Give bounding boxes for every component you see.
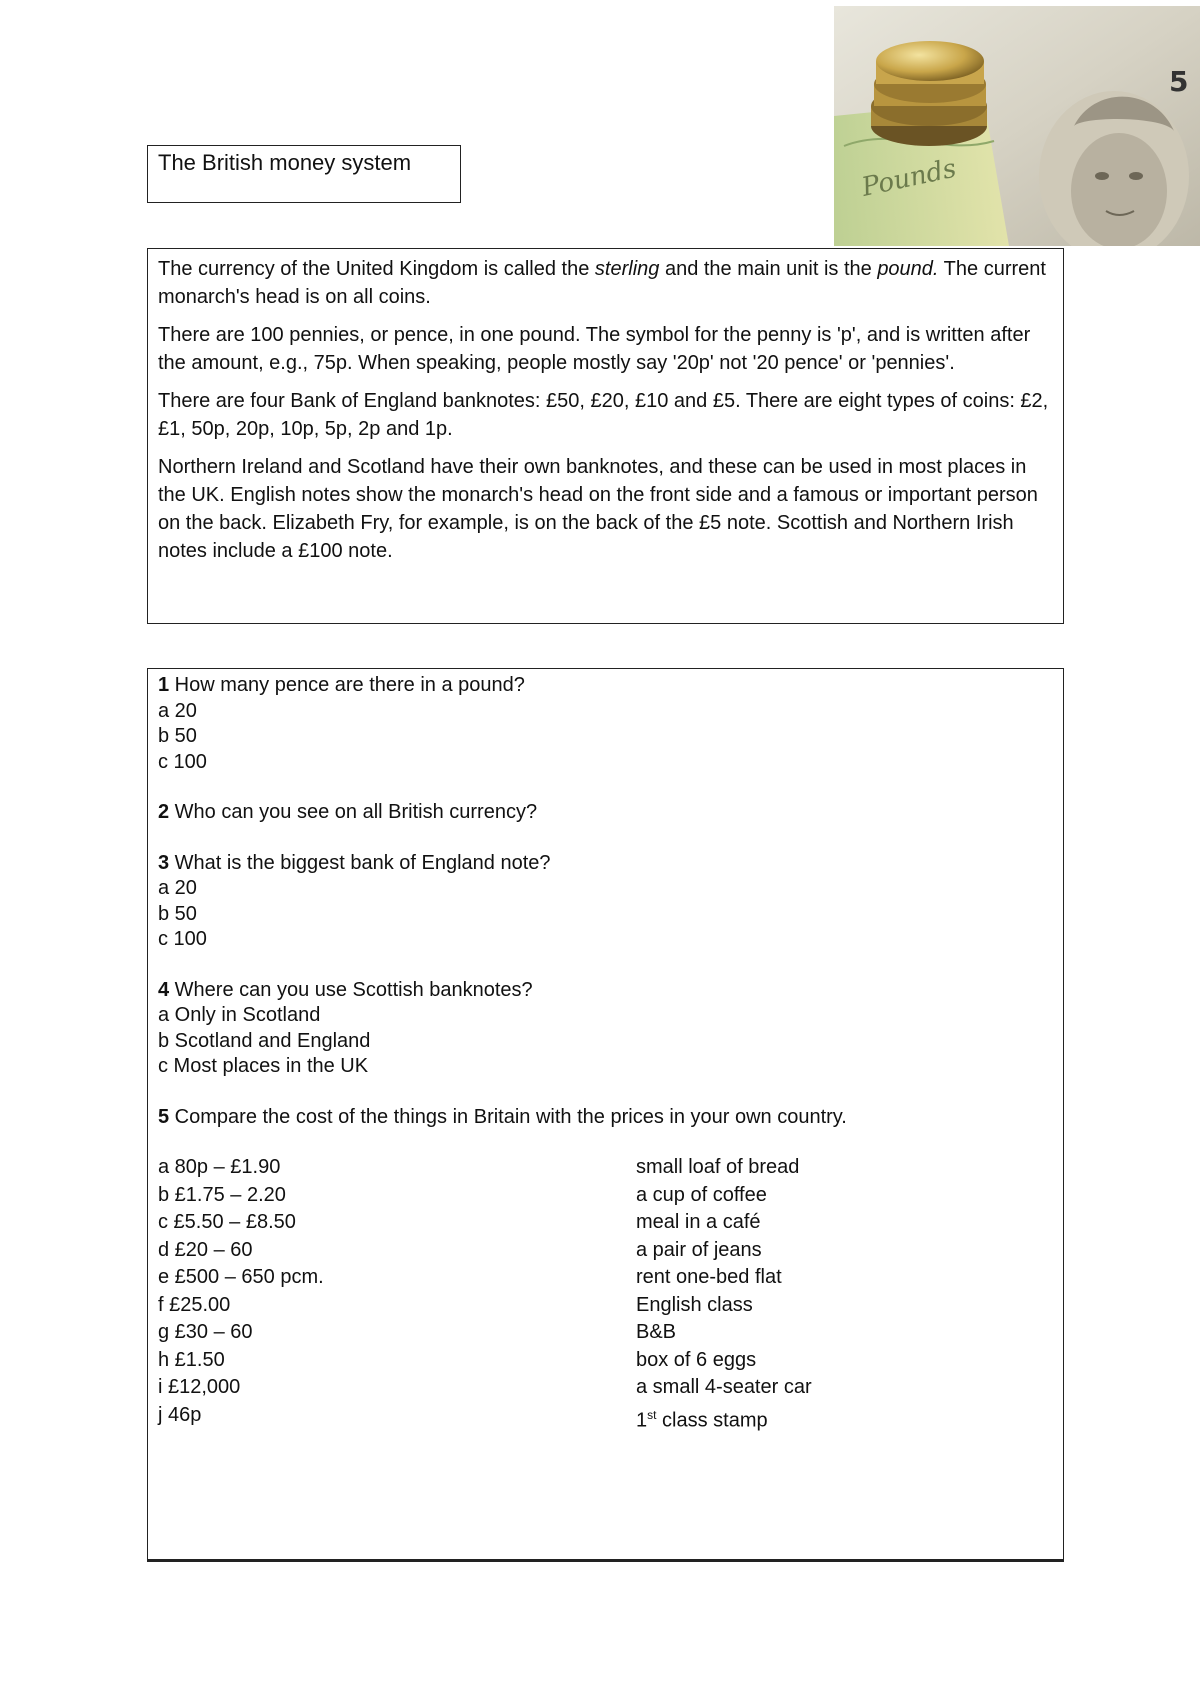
intro-paragraph-2: There are 100 pennies, or pence, in one pound. The symbol for the penny is 'p', and is written after the amount, e.g., 75p. When speaking, people mostly say '20p' not '20 pence' or 'pennies'. bbox=[158, 324, 1031, 374]
pounds-text: Pounds bbox=[859, 153, 959, 203]
intro-p1-text: The currency of the United Kingdom is called the bbox=[158, 258, 595, 280]
banknote-coins-illustration bbox=[834, 6, 1200, 246]
intro-paragraph-3: There are four Bank of England banknotes: £50, £20, £10 and £5. There are eight types of coins: £2, £1, 50p, 20p, 10p, 5p, 2p and 1p. bbox=[158, 390, 1049, 440]
price-value: f £25.00 bbox=[158, 1293, 231, 1316]
price-value: e £500 – 650 pcm. bbox=[158, 1266, 324, 1288]
price-item: a small 4-seater car bbox=[636, 1376, 812, 1398]
question-4 bbox=[158, 978, 1053, 1004]
price-value: h £1.50 bbox=[158, 1348, 225, 1371]
denomination-text: 5 bbox=[1169, 65, 1189, 98]
price-item bbox=[636, 1403, 1053, 1434]
stamp-class-number: 1 bbox=[636, 1409, 648, 1432]
price-value: d £20 – 60 bbox=[158, 1238, 253, 1261]
price-value: j 46p bbox=[158, 1403, 202, 1426]
intro-paragraph-1 bbox=[158, 255, 1053, 311]
question-text: What is the biggest bank of England note? bbox=[169, 851, 551, 874]
question-3-option: c 100 bbox=[158, 928, 207, 950]
price-value: c £5.50 – £8.50 bbox=[158, 1211, 296, 1233]
page-title: The British money system bbox=[158, 150, 412, 175]
intro-p1-text-middle: and the main unit is the bbox=[659, 258, 878, 280]
money-photo bbox=[834, 6, 1200, 246]
stamp-class-label: class stamp bbox=[656, 1409, 768, 1432]
quiz-box bbox=[147, 668, 1064, 1562]
question-3-option: a 20 bbox=[158, 877, 197, 899]
question-4-option: c Most places in the UK bbox=[158, 1055, 369, 1077]
question-2 bbox=[158, 800, 1053, 826]
question-number: 2 bbox=[158, 801, 170, 823]
price-item: rent one-bed flat bbox=[636, 1266, 782, 1288]
price-item: meal in a café bbox=[636, 1211, 761, 1233]
price-item: a cup of coffee bbox=[636, 1183, 767, 1206]
question-number: 1 bbox=[158, 674, 170, 696]
intro-paragraph-4: Northern Ireland and Scotland have their own banknotes, and these can be used in most places in the UK. English notes show the monarch's head on the front side and a famous or important person on the back. Elizabeth Fry, for example, is on the back of the £5 note. Scottish and Northern Irish notes include a £100 note. bbox=[158, 456, 1038, 562]
question-3-option: b 50 bbox=[158, 902, 197, 925]
price-value: a 80p – £1.90 bbox=[158, 1156, 281, 1178]
stamp-class-suffix: st bbox=[647, 1407, 657, 1422]
intro-p1-text-end: The current monarch's head is on all coins. bbox=[158, 258, 1046, 308]
question-text: Who can you see on all British currency? bbox=[169, 801, 538, 823]
price-item: B&B bbox=[636, 1321, 677, 1343]
price-value: b £1.75 – 2.20 bbox=[158, 1183, 286, 1206]
question-number: 4 bbox=[158, 978, 170, 1001]
intro-box bbox=[147, 248, 1064, 624]
question-4-option: b Scotland and England bbox=[158, 1029, 371, 1052]
question-5 bbox=[158, 1105, 1053, 1131]
question-1-option: c 100 bbox=[158, 750, 207, 773]
question-number: 5 bbox=[158, 1105, 170, 1128]
price-list bbox=[158, 1155, 1053, 1434]
question-number: 3 bbox=[158, 851, 170, 874]
price-item: English class bbox=[636, 1293, 753, 1316]
question-text: How many pence are there in a pound? bbox=[169, 674, 525, 696]
sterling-term: sterling bbox=[594, 258, 660, 280]
price-value: i £12,000 bbox=[158, 1376, 241, 1398]
question-text: Where can you use Scottish banknotes? bbox=[169, 978, 533, 1001]
price-item: a pair of jeans bbox=[636, 1238, 762, 1261]
price-item: box of 6 eggs bbox=[636, 1348, 757, 1371]
price-value: g £30 – 60 bbox=[158, 1321, 253, 1343]
question-1-option: a 20 bbox=[158, 699, 197, 722]
question-1-option: b 50 bbox=[158, 725, 197, 747]
question-1 bbox=[158, 673, 1053, 699]
question-text: Compare the cost of the things in Britain with the prices in your own country. bbox=[169, 1105, 847, 1128]
title-box bbox=[147, 145, 461, 203]
pound-term: pound. bbox=[877, 258, 939, 280]
price-item: small loaf of bread bbox=[636, 1156, 800, 1178]
question-3 bbox=[158, 851, 1053, 877]
question-4-option: a Only in Scotland bbox=[158, 1004, 321, 1026]
